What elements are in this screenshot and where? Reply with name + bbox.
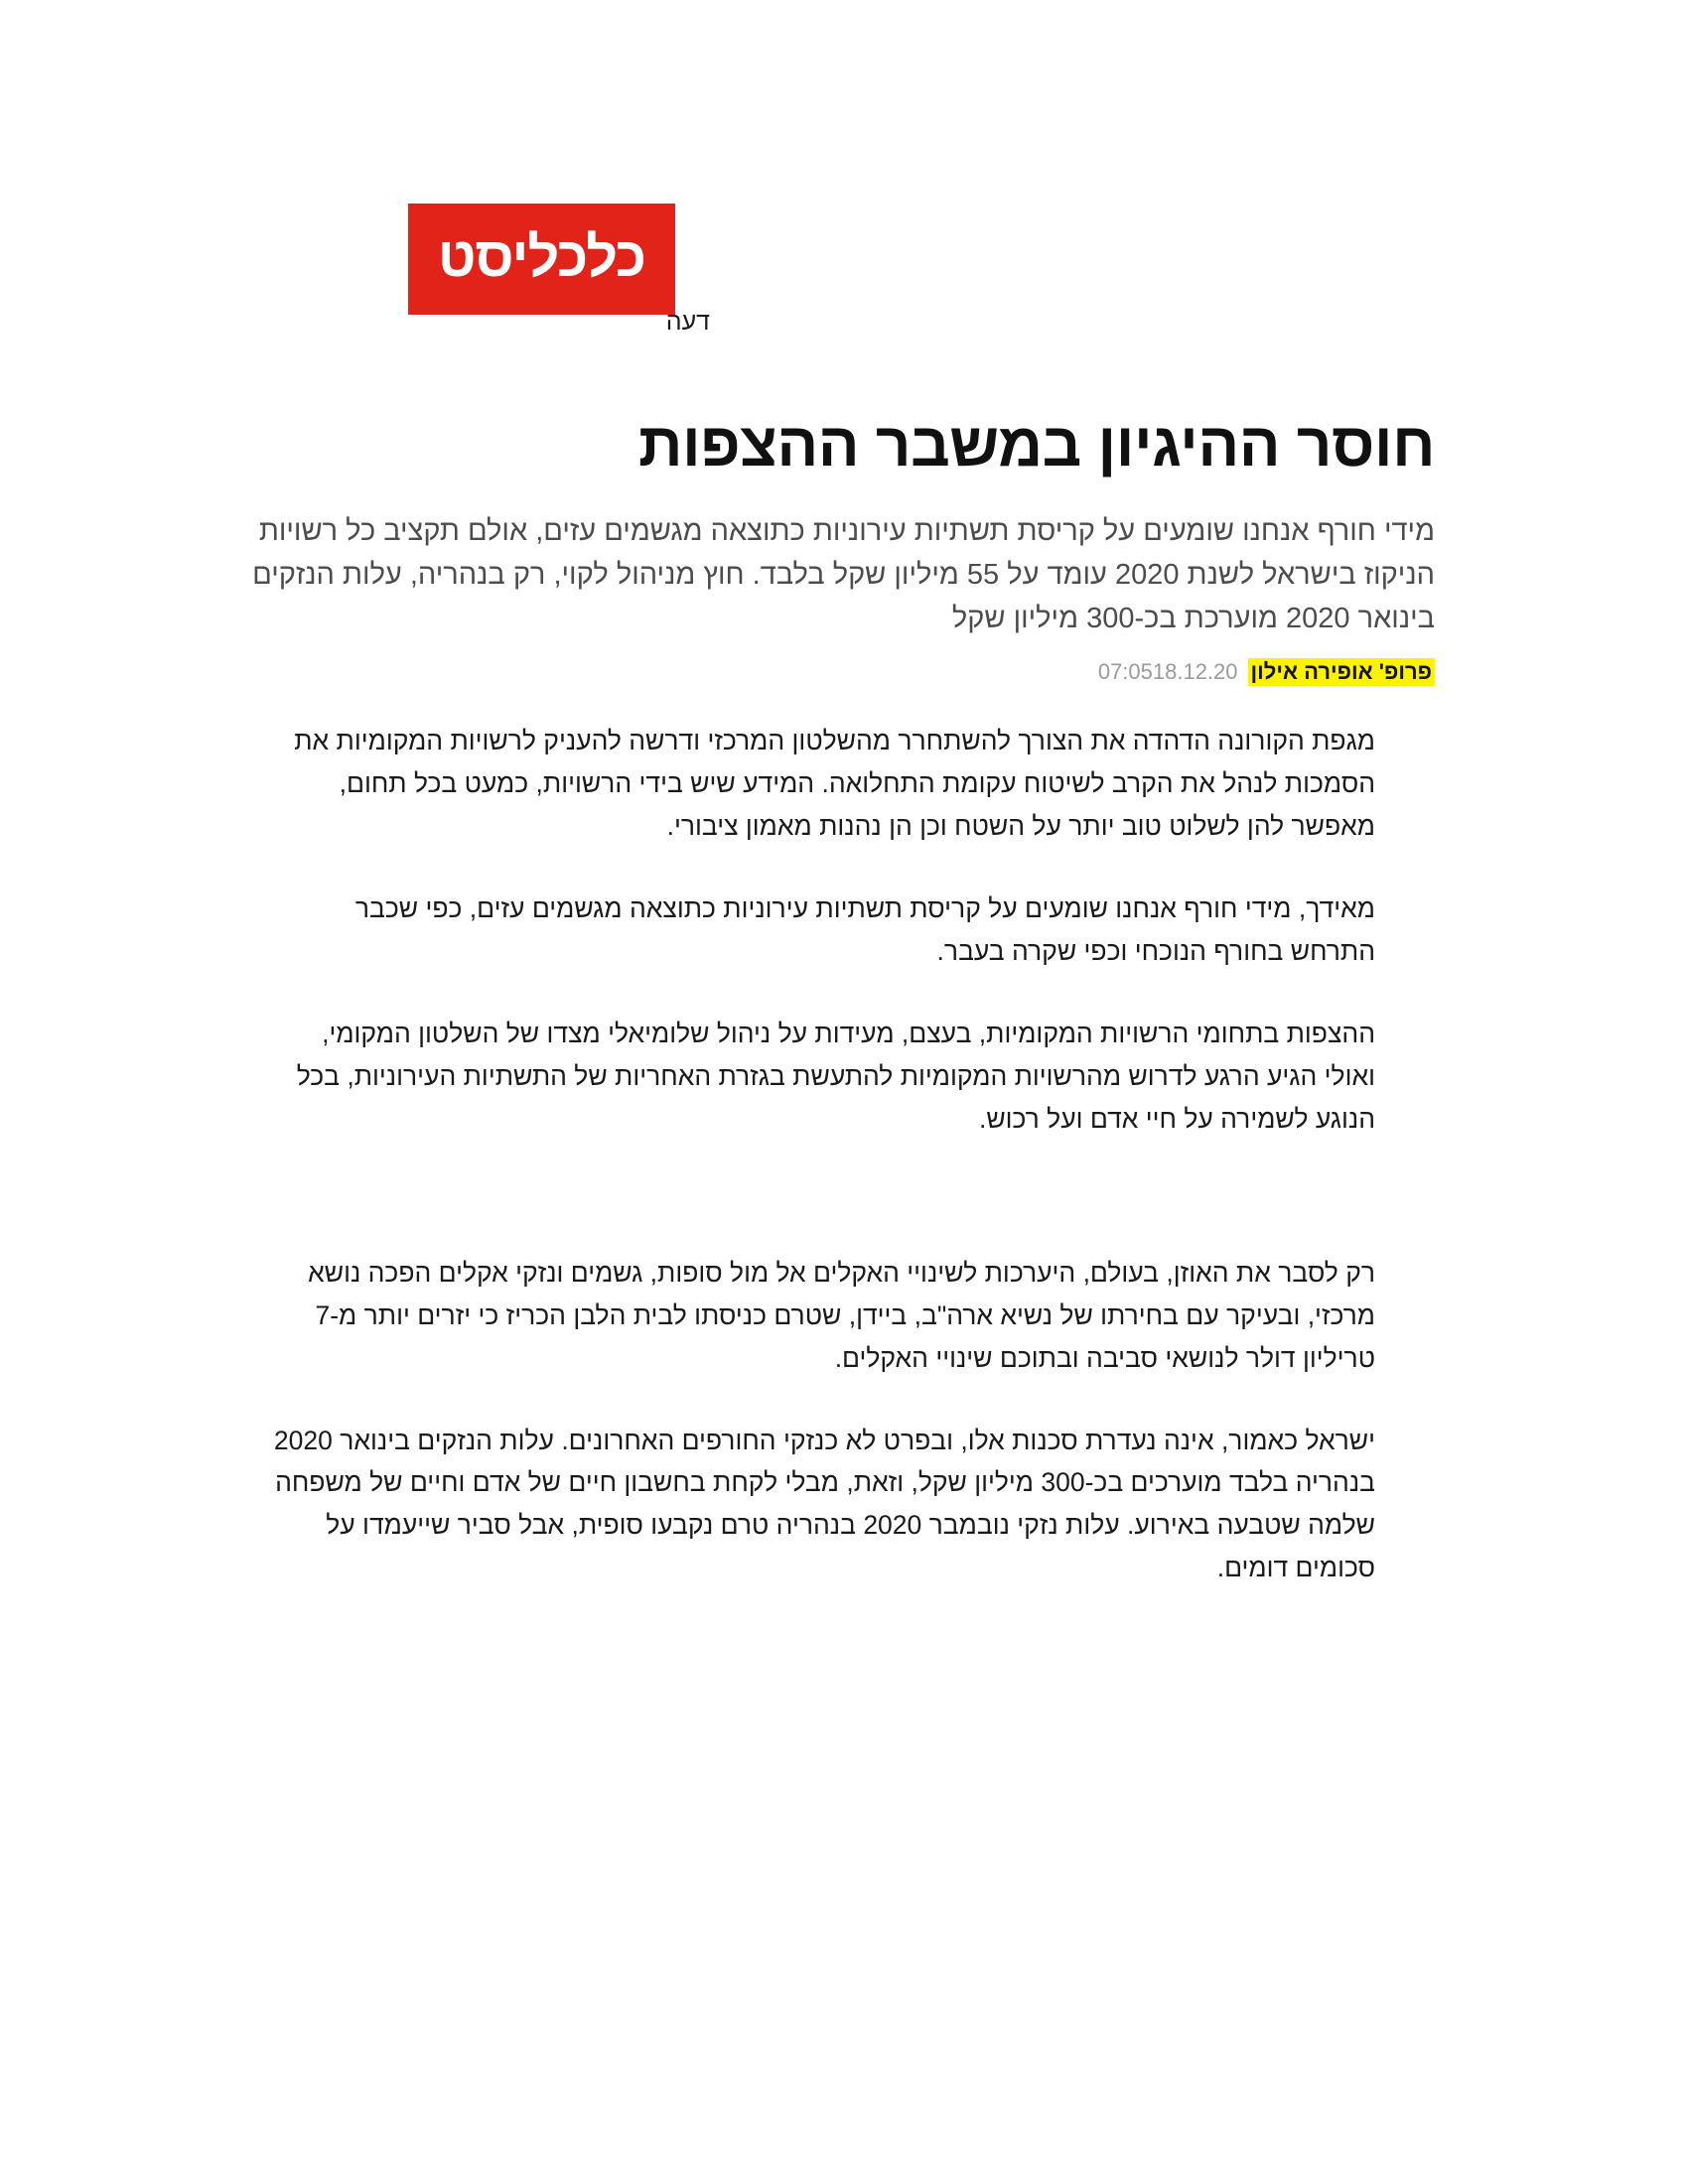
site-masthead <box>218 0 675 315</box>
paragraph: מאידך, מידי חורף אנחנו שומעים על קריסת תשתיות עירוניות כתוצאה מגשמים עזים, כפי שכבר התרחש בחורף הנוכחי וכפי שקרה בעבר. <box>354 893 1375 967</box>
article-subhead: מידי חורף אנחנו שומעים על קריסת תשתיות עירוניות כתוצאה מגשמים עזים, אולם תקציב כל רשויות הניקוז בישראל לשנת 2020 עומד על 55 מיליון שקל בלבד. חוץ מניהול לקוי, רק בנהריה, עלות הנזקים בינואר 2020 מוערכת בכ-300 מיליון שקל <box>252 515 1435 635</box>
byline <box>228 658 1435 686</box>
paragraph: רק לסבר את האוזן, בעולם, היערכות לשינויי האקלים אל מול סופות, גשמים ונזקי אקלים הפכה נושא מרכזי, ובעיקר עם בחירתו של נשיא ארה"ב, ביידן, שטרם כניסתו לבית הלבן הכריז כי יזרים יותר מ-7 טריליון דולר לנושאי סביבה ובתוכם שינויי האקלים. <box>308 1257 1375 1373</box>
byline-timestamp: 07:0518.12.20 <box>1097 659 1238 685</box>
article-body <box>0 409 1688 1589</box>
klkalist-logo[interactable]: כלכליסט <box>408 204 675 315</box>
section-kicker: דעה <box>665 308 710 336</box>
page-title: חוסר ההיגיון במשבר ההצפות <box>637 411 1435 479</box>
article-text <box>228 720 1435 1589</box>
byline-author[interactable]: פרופ' אופירה אילון <box>1248 658 1435 686</box>
paragraph: ההצפות בתחומי הרשויות המקומיות, בעצם, מעידות על ניהול שלומיאלי מצדו של השלטון המקומי, ואולי הגיע הרגע לדרוש מהרשויות המקומיות להתעשת בגזרת האחריות של התשתיות העירוניות, בכל הנוגע לשמירה על חיי אדם ועל רכוש. <box>296 1019 1375 1134</box>
paragraph: ישראל כאמור, אינה נעדרת סכנות אלו, ובפרט לא כנזקי החורפים האחרונים. עלות הנזקים בינואר 2020 בנהריה בלבד מוערכים בכ-300 מיליון שקל, וזאת, מבלי לקחת בחשבון חיים של אדם וחיים של משפחה שלמה שטבעה באירוע. עלות נזקי נובמבר 2020 בנהריה טרם נקבעו סופית, אבל סביר שייעמדו על סכומים דומים. <box>273 1425 1375 1583</box>
paragraph: מגפת הקורונה הדהדה את הצורך להשתחרר מהשלטון המרכזי ודרשה להעניק לרשויות המקומיות את הסמכות לנהל את הקרב לשיטוח עקומת התחלואה. המידע שיש בידי הרשויות, כמעט בכל תחום, מאפשר להן לשלוט טוב יותר על השטח וכן הן נהנות מאמון ציבורי. <box>294 726 1375 842</box>
